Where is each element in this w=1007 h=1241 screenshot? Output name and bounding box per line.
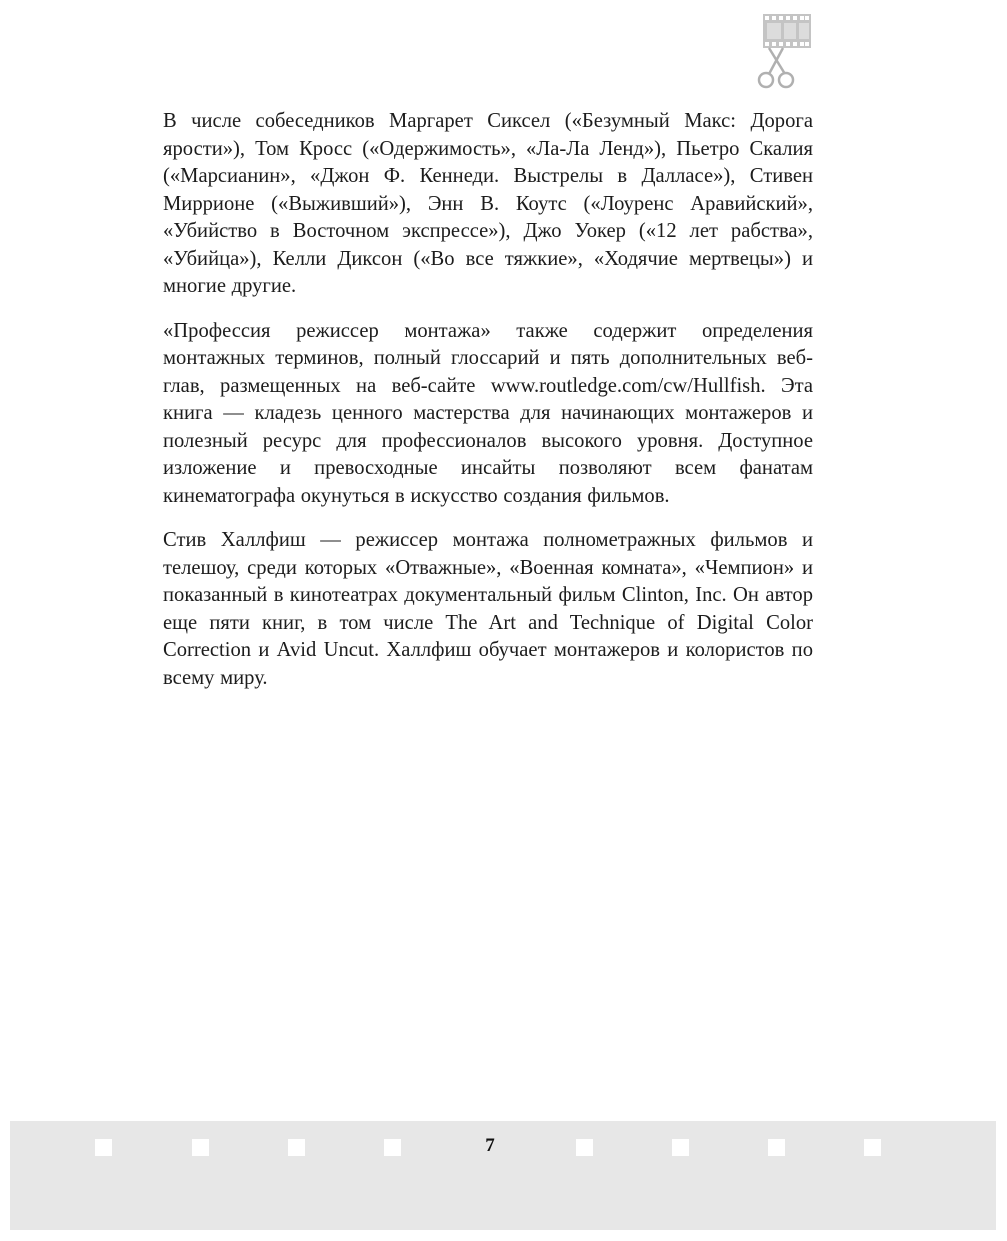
film-strip-scissors-icon [755,12,815,92]
film-sprocket-hole-icon [192,1139,209,1156]
paragraph-author-bio: Стив Халлфиш — режиссер монтажа полнометражных фильмов и телешоу, среди которых «Отважные», «Военная комната», «Чемпион» и показанный в кинотеатрах документальный фильм Clinton, Inc. Он автор еще пяти книг, в том числе The Art and Technique of Digital Color Correction и Avid Uncut. Халлфиш обучает монтажеров и колористов по всему миру. [163,529,813,689]
film-sprocket-hole-icon [384,1139,401,1156]
main-text [163,108,813,709]
footer-film-strip [10,1121,996,1230]
film-sprocket-hole-icon [864,1139,881,1156]
film-sprocket-hole-icon [288,1139,305,1156]
paragraph-book-contents: «Профессия режиссер монтажа» также содержит определения монтажных терминов, полный глоссарий и пять дополнительных веб-глав, размещенных на веб-сайте www.routledge.com/cw/Hullfish. Эта книга — кладезь ценного мастерства для начинающих монтажеров и полезный ресурс для профессионалов высокого уровня. Доступное изложение и превосходные инсайты позволяют всем фанатам кинематографа окунуться в искусство создания фильмов. [163,319,813,507]
paragraph-interviewees: В числе собеседников Маргарет Сиксел («Безумный Макс: Дорога ярости»), Том Кросс («Одержимость», «Ла-Ла Ленд»), Пьетро Скалия («Марсианин», «Джон Ф. Кеннеди. Выстрелы в Далласе»), Стивен Миррионе («Выживший»), Энн В. Коутс («Лоуренс Аравийский», «Убийство в Восточном экспрессе»), Джо Уокер («12 лет рабства», «Убийца»), Келли Диксон («Во все тяжкие», «Ходячие мертвецы») и многие другие. [163,110,813,297]
film-sprocket-hole-icon [768,1139,785,1156]
film-sprocket-hole-icon [95,1139,112,1156]
page-number: 7 [485,1135,495,1156]
film-sprocket-hole-icon [672,1139,689,1156]
film-sprocket-hole-icon [576,1139,593,1156]
